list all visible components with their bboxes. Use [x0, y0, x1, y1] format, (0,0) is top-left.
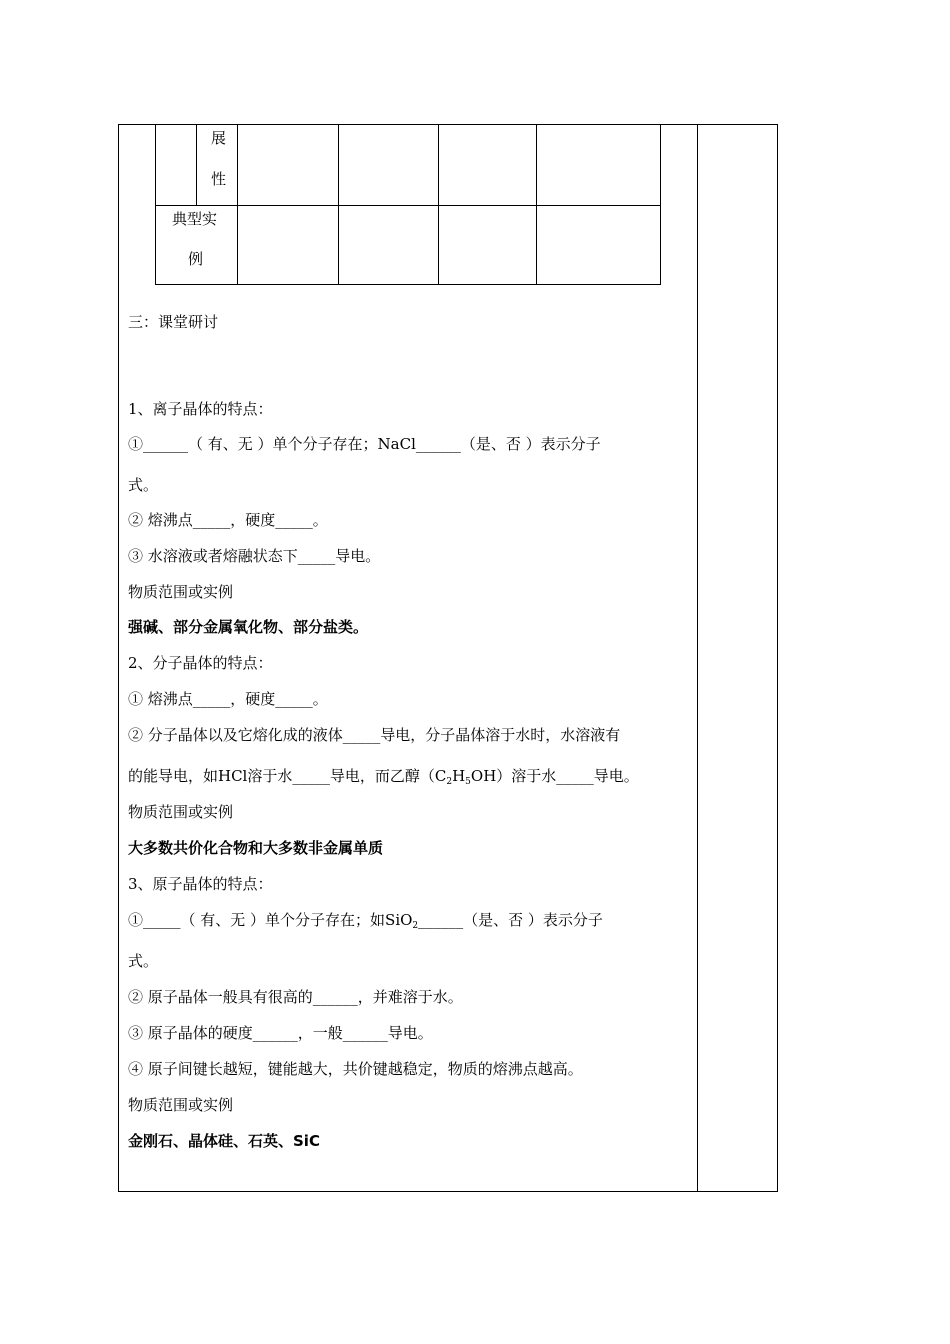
atomic-point-1-cont: 式。 [128, 952, 159, 970]
table-cell-label-char: 性 [211, 170, 227, 188]
table-cell-label: 典型实 [172, 210, 218, 228]
table-cell-label-cont: 例 [188, 250, 204, 268]
ionic-range-label: 物质范围或实例 [128, 583, 234, 601]
molecular-point-2: ② 分子晶体以及它熔化成的液体_____导电，分子晶体溶于水时，水溶液有 [128, 726, 621, 744]
atomic-heading: 3、原子晶体的特点： [128, 875, 273, 893]
atomic-point-3: ③ 原子晶体的硬度______，一般______导电。 [128, 1024, 433, 1042]
molecular-heading: 2、分子晶体的特点： [128, 654, 273, 672]
molecular-range-label: 物质范围或实例 [128, 803, 234, 821]
ionic-point-2: ② 熔沸点_____，硬度_____。 [128, 511, 328, 529]
molecular-point-1: ① 熔沸点_____，硬度_____。 [128, 690, 328, 708]
atomic-point-2: ② 原子晶体一般具有很高的______，并难溶于水。 [128, 988, 463, 1006]
ionic-point-1: ①______（ 有、无 ）单个分子存在；NaCl______（是、否 ）表示分子 [128, 435, 601, 453]
molecular-range-value: 大多数共价化合物和大多数非金属单质 [128, 839, 384, 857]
atomic-range-value: 金刚石、晶体硅、石英、SiC [128, 1132, 320, 1150]
ionic-point-3: ③ 水溶液或者熔融状态下_____导电。 [128, 547, 381, 565]
atomic-point-4: ④ 原子间键长越短，键能越大，共价键越稳定，物质的熔沸点越高。 [128, 1060, 583, 1078]
molecular-point-2-cont: 的能导电，如HCl溶于水_____导电，而乙醇$(C_2H_5OH)$溶于水_____导电。 [128, 767, 639, 787]
section-title: 三：课堂研讨 [128, 313, 219, 331]
table-cell-label-char: 展 [211, 129, 227, 147]
ionic-range-value: 强碱、部分金属氧化物、部分盐类。 [128, 618, 369, 636]
property-table [155, 124, 661, 285]
right-column-divider [697, 124, 698, 1192]
atomic-point-1: ①_____（ 有、无 ）单个分子存在；如SiO$_2$______（是、否 ）表示分子 [128, 911, 603, 931]
ionic-point-1-cont: 式。 [128, 476, 159, 494]
ionic-heading: 1、离子晶体的特点： [128, 400, 273, 418]
atomic-range-label: 物质范围或实例 [128, 1096, 234, 1114]
